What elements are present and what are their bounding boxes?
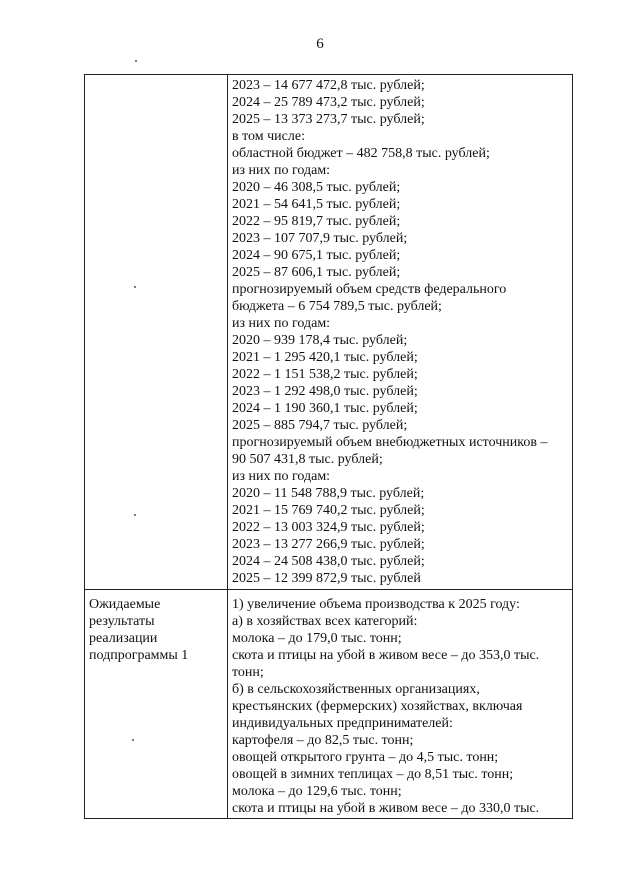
expected-results-row xyxy=(85,590,573,819)
funding-text-line: из них по годам: xyxy=(232,316,331,331)
expected-results-text-line: молока – до 179,0 тыс. тонн; xyxy=(232,631,402,646)
expected-results-text-line: б) в сельскохозяйственных организациях, xyxy=(232,682,480,697)
funding-text-line: 2021 – 54 641,5 тыс. рублей; xyxy=(232,197,401,212)
funding-text-line: 2025 – 12 399 872,9 тыс. рублей xyxy=(232,571,421,586)
expected-results-label-cell xyxy=(85,590,228,819)
funding-text-line: 2022 – 1 151 538,2 тыс. рублей; xyxy=(232,367,418,382)
scan-speck xyxy=(135,60,137,62)
expected-results-text-line: овощей открытого грунта – до 4,5 тыс. тонн; xyxy=(232,750,499,765)
expected-results-label-line: результаты xyxy=(89,614,155,629)
funding-text-line: прогнозируемый объем средств федерального xyxy=(232,282,507,297)
expected-results-text-line: крестьянских (фермерских) хозяйствах, включая xyxy=(232,699,523,714)
expected-results-text-line: скота и птицы на убой в живом весе – до 353,0 тыс. xyxy=(232,648,540,663)
expected-results-text-line: картофеля – до 82,5 тыс. тонн; xyxy=(232,733,414,748)
funding-text-line: 2020 – 939 178,4 тыс. рублей; xyxy=(232,333,408,348)
funding-lines xyxy=(228,75,572,587)
funding-text-line: областной бюджет – 482 758,8 тыс. рублей; xyxy=(232,146,490,161)
funding-text-line: 2023 – 107 707,9 тыс. рублей; xyxy=(232,231,408,246)
funding-text-line: 2021 – 1 295 420,1 тыс. рублей; xyxy=(232,350,418,365)
funding-text-line: 2024 – 90 675,1 тыс. рублей; xyxy=(232,248,401,263)
expected-results-text-line: 1) увеличение объема производства к 2025 году: xyxy=(232,597,520,612)
funding-text-line: 2024 – 1 190 360,1 тыс. рублей; xyxy=(232,401,418,416)
funding-text-line: в том числе: xyxy=(232,129,305,144)
expected-results-text-line: скота и птицы на убой в живом весе – до 330,0 тыс. xyxy=(232,801,540,816)
funding-text-line: 2022 – 95 819,7 тыс. рублей; xyxy=(232,214,401,229)
funding-text-line: 2025 – 885 794,7 тыс. рублей; xyxy=(232,418,408,433)
funding-text-line: 2023 – 1 292 498,0 тыс. рублей; xyxy=(232,384,418,399)
expected-results-label-line: подпрограммы 1 xyxy=(89,648,189,663)
expected-results-lines xyxy=(228,590,572,817)
funding-text-line: 2024 – 24 508 438,0 тыс. рублей; xyxy=(232,554,425,569)
funding-text-line: 2020 – 11 548 788,9 тыс. рублей; xyxy=(232,486,425,501)
subprogram-passport-table xyxy=(84,74,573,819)
funding-text-line: бюджета – 6 754 789,5 тыс. рублей; xyxy=(232,299,442,314)
expected-results-value-cell xyxy=(228,590,573,819)
funding-text-line: из них по годам: xyxy=(232,163,331,178)
expected-results-text-line: а) в хозяйствах всех категорий: xyxy=(232,614,418,629)
funding-text-line: из них по годам: xyxy=(232,469,331,484)
funding-value-cell xyxy=(228,75,573,590)
funding-text-line: 2025 – 13 373 273,7 тыс. рублей; xyxy=(232,112,425,127)
expected-results-text-line: молока – до 129,6 тыс. тонн; xyxy=(232,784,402,799)
funding-label-cell xyxy=(85,75,228,590)
expected-results-label-line: Ожидаемые xyxy=(89,597,161,612)
funding-row xyxy=(85,75,573,590)
expected-results-text-line: овощей в зимних теплицах – до 8,51 тыс. тонн; xyxy=(232,767,514,782)
funding-text-line: 2023 – 14 677 472,8 тыс. рублей; xyxy=(232,78,425,93)
funding-text-line: 2020 – 46 308,5 тыс. рублей; xyxy=(232,180,401,195)
funding-text-line: 2024 – 25 789 473,2 тыс. рублей; xyxy=(232,95,425,110)
funding-text-line: 90 507 431,8 тыс. рублей; xyxy=(232,452,383,467)
expected-results-text-line: тонн; xyxy=(232,665,264,680)
funding-text-line: прогнозируемый объем внебюджетных источников – xyxy=(232,435,548,450)
funding-text-line: 2023 – 13 277 266,9 тыс. рублей; xyxy=(232,537,425,552)
expected-results-label xyxy=(85,590,227,664)
funding-text-line: 2022 – 13 003 324,9 тыс. рублей; xyxy=(232,520,425,535)
expected-results-text-line: индивидуальных предпринимателей: xyxy=(232,716,453,731)
expected-results-label-line: реализации xyxy=(89,631,158,646)
funding-text-line: 2025 – 87 606,1 тыс. рублей; xyxy=(232,265,401,280)
page-number: 6 xyxy=(316,36,324,52)
funding-text-line: 2021 – 15 769 740,2 тыс. рублей; xyxy=(232,503,425,518)
